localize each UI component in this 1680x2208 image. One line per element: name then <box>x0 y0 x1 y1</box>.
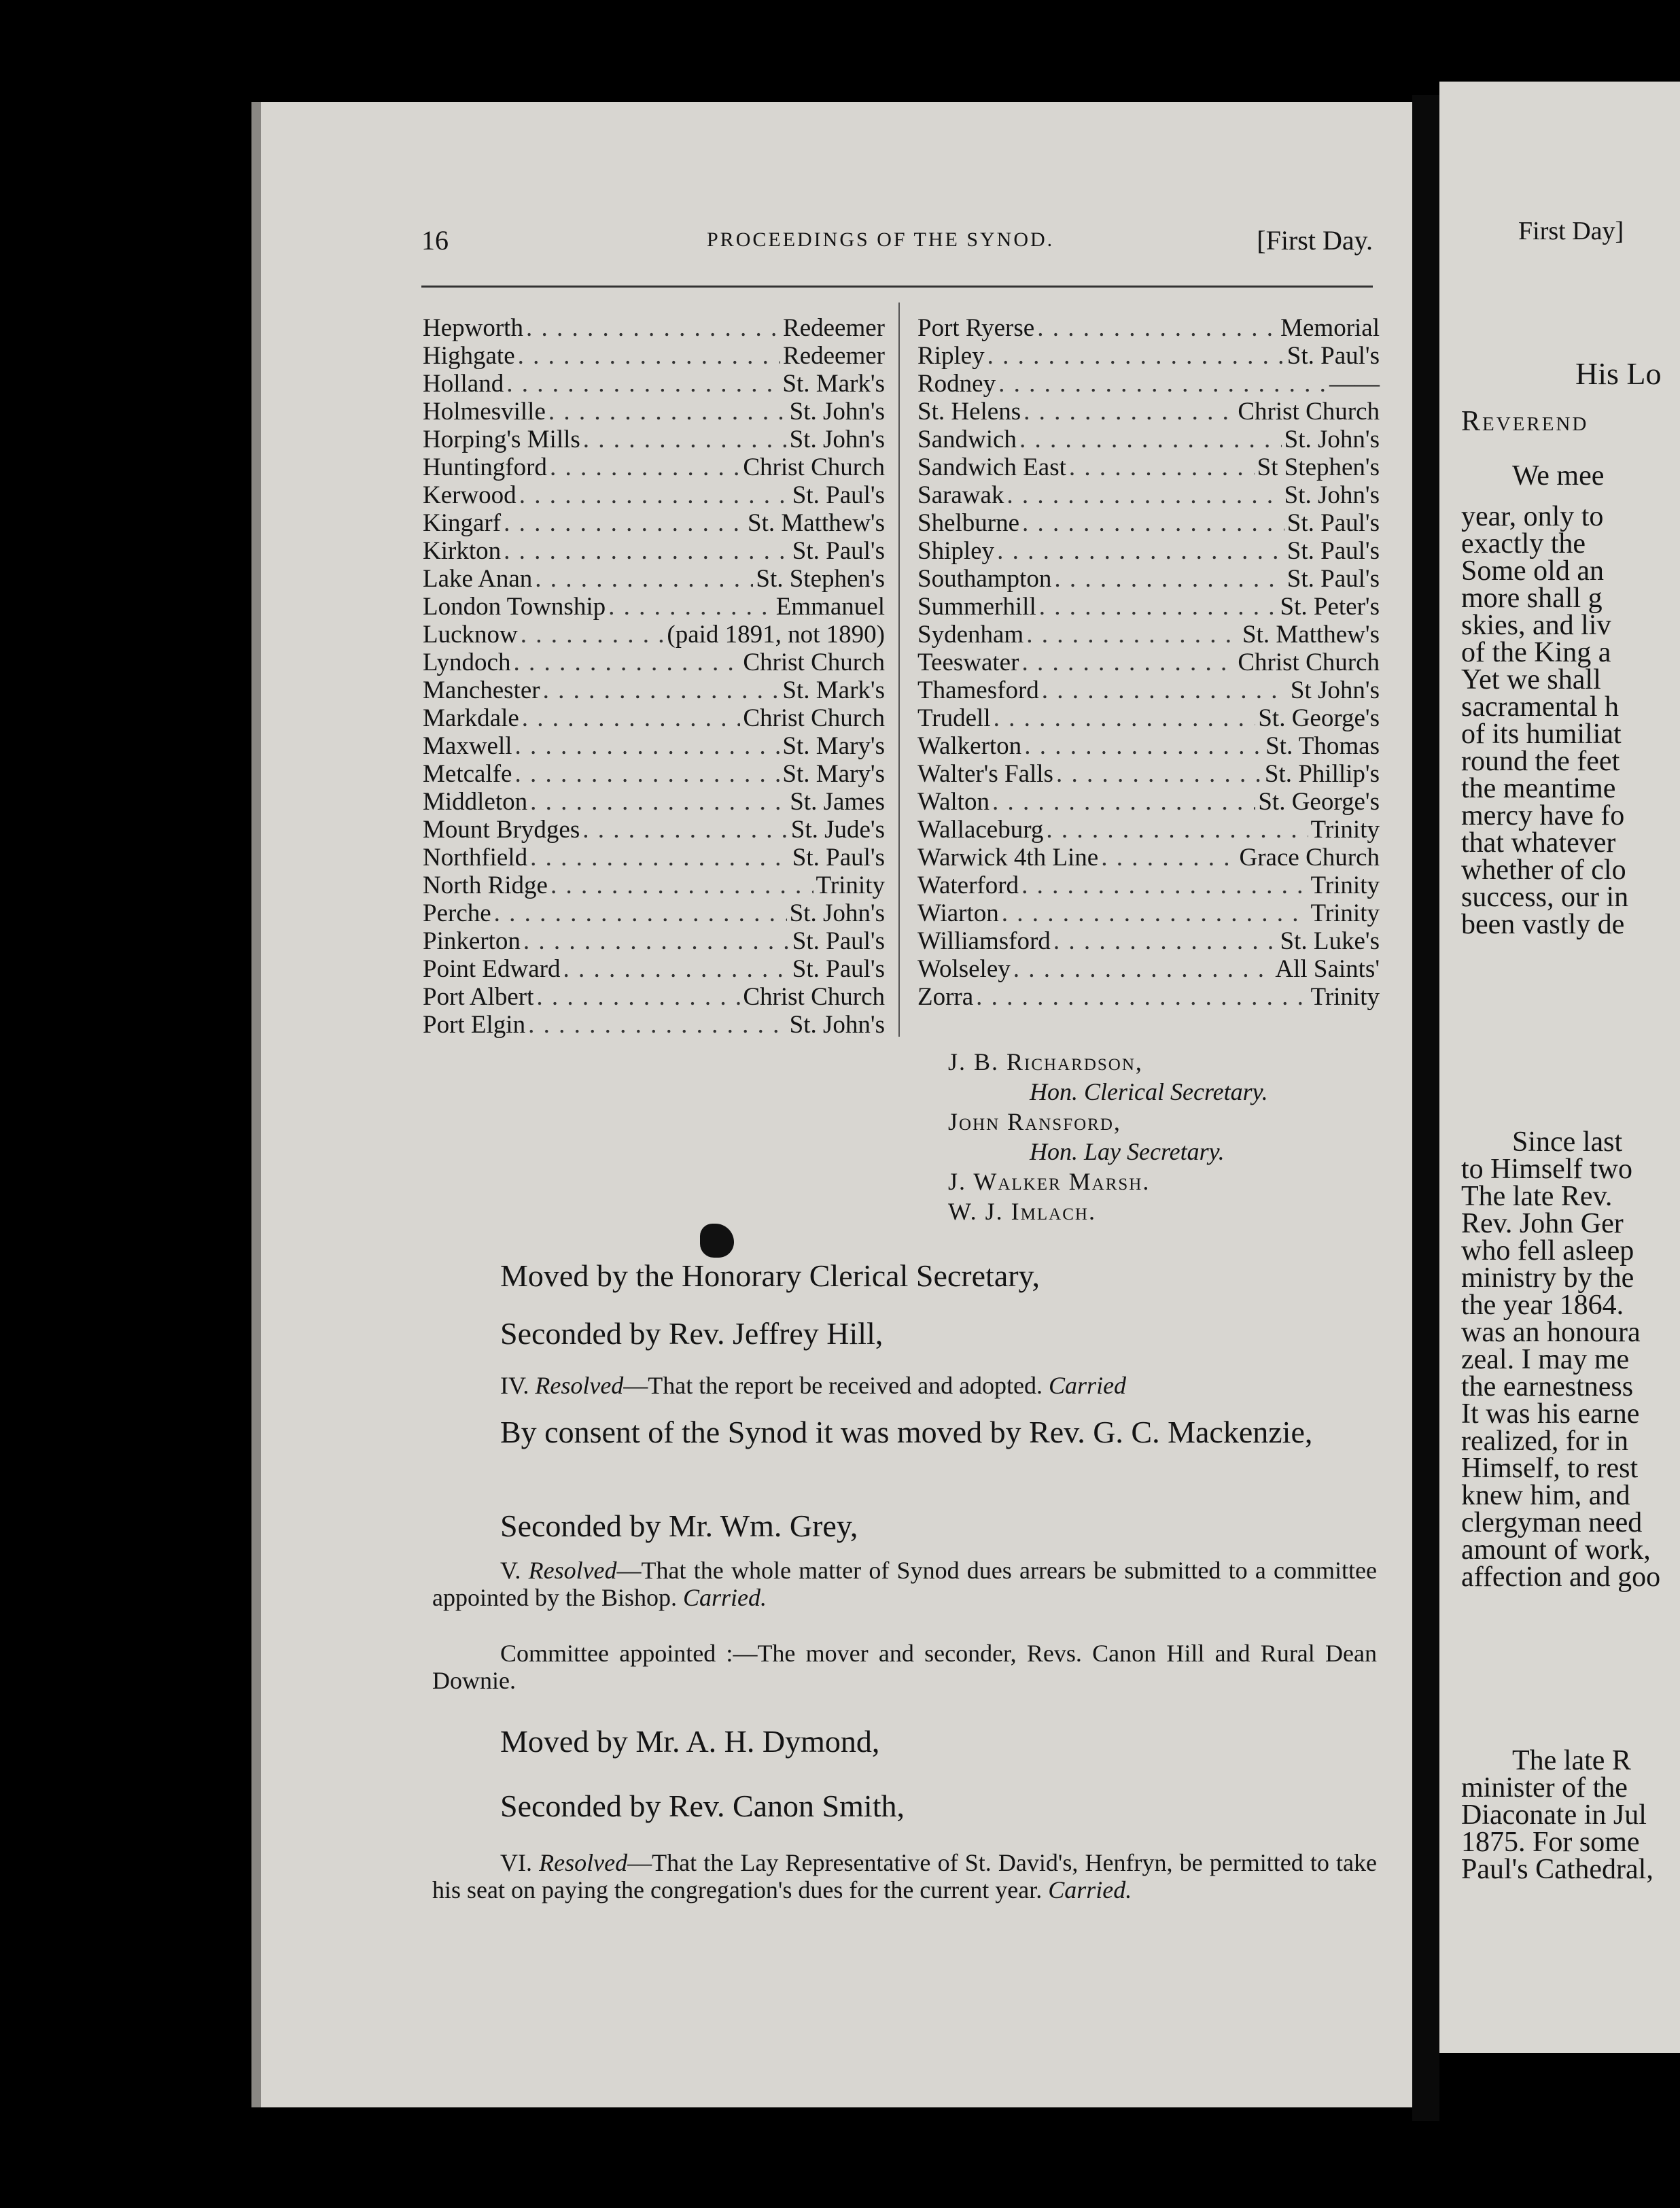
church-name: St. Paul's <box>792 927 885 955</box>
parish-row <box>423 760 885 788</box>
right-page-line: We mee <box>1512 460 1605 491</box>
resolution-iv <box>432 1372 1377 1399</box>
place-name: St. Helens <box>917 398 1021 426</box>
right-page-line: minister of the <box>1461 1772 1628 1804</box>
place-name: Rodney <box>917 370 996 398</box>
parish-row <box>423 426 885 453</box>
church-name: Christ Church <box>743 983 885 1011</box>
leader-dots <box>1024 732 1263 760</box>
parish-row <box>917 481 1380 509</box>
church-name: (paid 1891, not 1890) <box>667 621 885 649</box>
right-page-line: His Lo <box>1575 356 1662 391</box>
header-rule <box>421 286 1373 288</box>
place-name: Point Edward <box>423 955 561 983</box>
parish-row <box>917 955 1380 983</box>
leader-dots <box>518 342 780 370</box>
church-name: Christ Church <box>743 453 885 481</box>
right-page-line: sacramental h <box>1461 691 1620 723</box>
place-name: Sydenham <box>917 621 1024 649</box>
parish-row <box>917 983 1380 1011</box>
leader-dots <box>1054 565 1284 593</box>
right-page-line: Himself, to rest <box>1461 1453 1639 1484</box>
parish-row <box>423 481 885 509</box>
church-name: Christ Church <box>743 704 885 732</box>
leader-dots <box>1021 649 1235 676</box>
right-page-line: to Himself two <box>1461 1154 1632 1185</box>
parish-row <box>917 370 1380 398</box>
resolution-label: Resolved <box>539 1849 628 1876</box>
place-name: Wallaceburg <box>917 816 1044 844</box>
church-name: Grace Church <box>1239 844 1380 872</box>
leader-dots <box>550 453 740 481</box>
church-name: St. Phillip's <box>1264 760 1380 788</box>
place-name: Northfield <box>423 844 528 872</box>
church-name: St. John's <box>789 1011 885 1039</box>
church-name: St. Stephen's <box>756 565 885 593</box>
committee-note: Committee appointed :—The mover and seconder, Revs. Canon Hill and Rural Dean Downie. <box>432 1640 1377 1694</box>
leader-dots <box>513 649 740 676</box>
parish-row <box>917 565 1380 593</box>
right-page-line: The late R <box>1512 1745 1631 1776</box>
parish-row <box>423 593 885 621</box>
signature-block <box>948 1047 1424 1226</box>
church-name: St. John's <box>789 899 885 927</box>
right-page-line: Diaconate in Jul <box>1461 1799 1647 1831</box>
resolution-label: Resolved <box>535 1372 624 1399</box>
place-name: Wiarton <box>917 899 999 927</box>
carried-label: Carried. <box>1048 1876 1132 1903</box>
leader-dots <box>526 314 780 342</box>
carried-label: Carried <box>1049 1372 1127 1399</box>
parish-row <box>917 816 1380 844</box>
church-name: Redeemer <box>783 314 885 342</box>
church-name: Trinity <box>1310 816 1380 844</box>
leader-dots <box>504 537 790 565</box>
leader-dots <box>522 704 741 732</box>
parish-list-right <box>917 314 1380 1011</box>
motion-seconded: Seconded by Mr. Wm. Grey, <box>500 1508 858 1543</box>
place-name: Zorra <box>917 983 974 1011</box>
place-name: Highgate <box>423 342 515 370</box>
motion-moved: Moved by Mr. A. H. Dymond, <box>500 1724 880 1759</box>
church-name: St. James <box>790 788 885 816</box>
right-page-line: 1875. For some <box>1461 1827 1640 1858</box>
resolution-text: —That the report be received and adopted. <box>623 1372 1043 1399</box>
parish-row <box>423 314 885 342</box>
leader-dots <box>582 816 788 844</box>
right-page-line: exactly the <box>1461 528 1586 559</box>
place-name: Holmesville <box>423 398 546 426</box>
leader-dots <box>1019 426 1282 453</box>
church-name: St. John's <box>1284 481 1380 509</box>
right-page-line: amount of work, <box>1461 1534 1651 1566</box>
right-page-line: affection and goo <box>1461 1562 1661 1593</box>
right-page-header: First Day] <box>1518 217 1624 245</box>
running-head <box>421 224 1373 265</box>
signature-name: John Ransford, <box>948 1108 1121 1135</box>
church-name: Trinity <box>1310 872 1380 899</box>
leader-dots <box>1069 453 1255 481</box>
leader-dots <box>997 537 1284 565</box>
leader-dots <box>1037 314 1278 342</box>
right-page-line: Reverend <box>1461 406 1589 437</box>
parish-row <box>423 1011 885 1039</box>
ink-blot <box>700 1224 734 1258</box>
place-name: Williamsford <box>917 927 1051 955</box>
leader-dots <box>1002 899 1308 927</box>
parish-row <box>423 927 885 955</box>
right-page-line: more shall g <box>1461 583 1603 614</box>
leader-dots <box>514 760 780 788</box>
parish-row <box>917 872 1380 899</box>
right-page-line: realized, for in <box>1461 1426 1629 1457</box>
church-name: St. Jude's <box>790 816 885 844</box>
parish-row <box>917 593 1380 621</box>
parish-row <box>423 649 885 676</box>
church-name: St. Luke's <box>1280 927 1380 955</box>
church-name: St. John's <box>789 398 885 426</box>
place-name: Sandwich East <box>917 453 1066 481</box>
leader-dots <box>1013 955 1273 983</box>
motion-moved: Moved by the Honorary Clerical Secretary, <box>500 1258 1040 1293</box>
leader-dots <box>1056 760 1262 788</box>
church-name: St. Mark's <box>782 676 885 704</box>
leader-dots <box>506 370 780 398</box>
leader-dots <box>583 426 787 453</box>
resolution-label: Resolved <box>528 1557 617 1584</box>
resolution-text: —That the whole matter of Synod dues arrears be submitted to a committee appointed by the Bishop. <box>432 1557 1377 1611</box>
parish-row <box>423 370 885 398</box>
church-name: St John's <box>1290 676 1380 704</box>
right-page-line: been vastly de <box>1461 909 1625 940</box>
parish-row <box>917 732 1380 760</box>
church-name: St. John's <box>1284 426 1380 453</box>
right-page-line: the meantime <box>1461 773 1616 804</box>
church-name: St. Paul's <box>792 537 885 565</box>
right-page-line: Paul's Cathedral, <box>1461 1854 1653 1885</box>
church-name: St. Matthew's <box>1242 621 1380 649</box>
parish-row <box>917 342 1380 370</box>
right-page-line: the year 1864. <box>1461 1290 1624 1321</box>
place-name: Perche <box>423 899 491 927</box>
leader-dots <box>504 509 745 537</box>
parish-row <box>917 426 1380 453</box>
leader-dots <box>515 732 780 760</box>
leader-dots <box>535 565 753 593</box>
parish-row <box>917 537 1380 565</box>
church-name: All Saints' <box>1275 955 1380 983</box>
leader-dots <box>608 593 773 621</box>
place-name: Lyndoch <box>423 649 511 676</box>
leader-dots <box>1026 621 1240 649</box>
place-name: Pinkerton <box>423 927 521 955</box>
right-page-line: round the feet <box>1461 746 1620 777</box>
parish-row <box>423 899 885 927</box>
place-name: Ripley <box>917 342 985 370</box>
right-page-line: that whatever <box>1461 827 1616 859</box>
leader-dots <box>521 621 665 649</box>
right-page-line: It was his earne <box>1461 1398 1640 1430</box>
parish-row <box>917 314 1380 342</box>
parish-row <box>423 816 885 844</box>
right-page-line: was an honoura <box>1461 1317 1641 1348</box>
church-name: Trinity <box>816 872 885 899</box>
place-name: Port Albert <box>423 983 534 1011</box>
parish-row <box>423 509 885 537</box>
leader-dots <box>992 788 1255 816</box>
leader-dots <box>1021 872 1308 899</box>
place-name: London Township <box>423 593 606 621</box>
parish-row <box>423 453 885 481</box>
parish-row <box>917 453 1380 481</box>
place-name: Metcalfe <box>423 760 512 788</box>
place-name: Lake Anan <box>423 565 533 593</box>
day-label: [First Day. <box>1257 225 1373 256</box>
place-name: Kerwood <box>423 481 517 509</box>
church-name: —— <box>1329 370 1380 398</box>
church-name: St. George's <box>1258 704 1380 732</box>
right-page-line: the earnestness <box>1461 1371 1634 1402</box>
place-name: Hepworth <box>423 314 523 342</box>
church-name: St. Paul's <box>1287 509 1380 537</box>
place-name: Southampton <box>917 565 1052 593</box>
parish-row <box>423 844 885 872</box>
place-name: Thamesford <box>917 676 1039 704</box>
right-page-line: ministry by the <box>1461 1262 1634 1294</box>
right-page-line: who fell asleep <box>1461 1235 1634 1266</box>
parish-row <box>917 844 1380 872</box>
leader-dots <box>530 788 787 816</box>
parish-row <box>917 649 1380 676</box>
leader-dots <box>528 1011 787 1039</box>
right-page-line: Since last <box>1512 1126 1623 1158</box>
church-name: Christ Church <box>743 649 885 676</box>
parish-row <box>423 676 885 704</box>
resolution-vi <box>432 1849 1377 1903</box>
motion-consent: By consent of the Synod it was moved by Rev. G. C. Mackenzie, <box>500 1415 1313 1449</box>
leader-dots <box>1023 398 1235 426</box>
signature-name: J. B. Richardson, <box>948 1048 1143 1075</box>
right-page-line: clergyman need <box>1461 1507 1643 1538</box>
right-page-line: whether of clo <box>1461 855 1626 886</box>
leader-dots <box>976 983 1308 1011</box>
church-name: St. Paul's <box>792 955 885 983</box>
resolution-number: V. <box>500 1557 521 1584</box>
place-name: Kingarf <box>423 509 502 537</box>
place-name: Huntingford <box>423 453 547 481</box>
church-name: St. Matthew's <box>748 509 885 537</box>
parish-row <box>423 732 885 760</box>
leader-dots <box>1042 676 1288 704</box>
church-name: St. Paul's <box>1287 342 1380 370</box>
right-page-line: The late Rev. <box>1461 1181 1613 1212</box>
leader-dots <box>987 342 1284 370</box>
church-name: Christ Church <box>1238 398 1380 426</box>
church-name: St. John's <box>789 426 885 453</box>
leader-dots <box>1053 927 1278 955</box>
leader-dots <box>994 704 1256 732</box>
place-name: Shipley <box>917 537 995 565</box>
signature-name: J. Walker Marsh. <box>948 1168 1151 1195</box>
resolution-v <box>432 1557 1377 1611</box>
parish-row <box>423 788 885 816</box>
place-name: Sandwich <box>917 426 1017 453</box>
church-name: St Stephen's <box>1257 453 1380 481</box>
parish-row <box>423 955 885 983</box>
carried-label: Carried. <box>682 1584 767 1611</box>
church-name: St. Mary's <box>782 760 885 788</box>
parish-row <box>423 565 885 593</box>
place-name: Holland <box>423 370 504 398</box>
signature-title: Hon. Clerical Secretary. <box>1030 1078 1268 1105</box>
place-name: Walter's Falls <box>917 760 1053 788</box>
leader-dots <box>1039 593 1278 621</box>
right-page-line: of the King a <box>1461 637 1611 668</box>
leader-dots <box>543 676 780 704</box>
parish-row <box>917 927 1380 955</box>
leader-dots <box>523 927 790 955</box>
church-name: St. Thomas <box>1265 732 1380 760</box>
leader-dots <box>494 899 787 927</box>
parish-row <box>917 509 1380 537</box>
church-name: St. Paul's <box>792 844 885 872</box>
church-name: Trinity <box>1310 983 1380 1011</box>
parish-row <box>423 342 885 370</box>
place-name: Walton <box>917 788 990 816</box>
church-name: Redeemer <box>783 342 885 370</box>
church-name: Trinity <box>1310 899 1380 927</box>
church-name: Emmanuel <box>775 593 885 621</box>
parish-row <box>423 398 885 426</box>
leader-dots <box>1022 509 1284 537</box>
right-page-line: year, only to <box>1461 501 1604 532</box>
church-name: Memorial <box>1280 314 1380 342</box>
leader-dots <box>1046 816 1308 844</box>
motion-seconded: Seconded by Rev. Jeffrey Hill, <box>500 1316 883 1351</box>
leader-dots <box>519 481 790 509</box>
right-page-line: knew him, and <box>1461 1480 1630 1511</box>
leader-dots <box>550 872 813 899</box>
right-page-line: of its humiliat <box>1461 719 1622 750</box>
place-name: North Ridge <box>423 872 548 899</box>
right-page-line: Yet we shall <box>1461 664 1601 695</box>
signature-name: W. J. Imlach. <box>948 1198 1096 1225</box>
motion-seconded: Seconded by Rev. Canon Smith, <box>500 1789 905 1823</box>
resolution-number: VI. <box>500 1849 532 1876</box>
place-name: Summerhill <box>917 593 1036 621</box>
place-name: Lucknow <box>423 621 518 649</box>
place-name: Markdale <box>423 704 519 732</box>
right-page-line: Rev. John Ger <box>1461 1208 1624 1239</box>
parish-row <box>917 676 1380 704</box>
parish-row <box>917 760 1380 788</box>
church-name: St. Paul's <box>1287 537 1380 565</box>
place-name: Port Ryerse <box>917 314 1035 342</box>
place-name: Port Elgin <box>423 1011 526 1039</box>
place-name: Walkerton <box>917 732 1022 760</box>
right-page-line: zeal. I may me <box>1461 1344 1630 1375</box>
leader-dots <box>998 370 1327 398</box>
place-name: Kirkton <box>423 537 502 565</box>
leader-dots <box>548 398 787 426</box>
parish-row <box>423 983 885 1011</box>
parish-row <box>917 899 1380 927</box>
place-name: Wolseley <box>917 955 1011 983</box>
leader-dots <box>530 844 790 872</box>
church-name: Christ Church <box>1238 649 1380 676</box>
parish-row <box>917 788 1380 816</box>
right-page-line: Some old an <box>1461 555 1604 587</box>
right-page-line: success, our in <box>1461 882 1629 913</box>
church-name: St. Peter's <box>1280 593 1380 621</box>
parish-row <box>917 621 1380 649</box>
church-name: St. Paul's <box>792 481 885 509</box>
church-name: St. Mary's <box>782 732 885 760</box>
place-name: Shelburne <box>917 509 1020 537</box>
column-divider <box>898 303 900 1037</box>
place-name: Manchester <box>423 676 540 704</box>
page-number: 16 <box>421 225 449 256</box>
right-page-line: mercy have fo <box>1461 800 1625 831</box>
parish-row <box>423 704 885 732</box>
place-name: Waterford <box>917 872 1019 899</box>
place-name: Trudell <box>917 704 991 732</box>
place-name: Middleton <box>423 788 528 816</box>
leader-dots <box>1007 481 1281 509</box>
place-name: Mount Brydges <box>423 816 580 844</box>
parish-row <box>917 398 1380 426</box>
parish-row <box>423 872 885 899</box>
place-name: Maxwell <box>423 732 512 760</box>
church-name: St. Mark's <box>782 370 885 398</box>
church-name: St. George's <box>1258 788 1380 816</box>
resolution-text: —That the Lay Representative of St. David's, Henfryn, be permitted to take his seat on paying the congregation's dues for the current year. <box>432 1849 1378 1903</box>
church-name: St. Paul's <box>1287 565 1380 593</box>
place-name: Sarawak <box>917 481 1004 509</box>
parish-list-left <box>423 314 885 1039</box>
leader-dots <box>563 955 789 983</box>
leader-dots <box>536 983 740 1011</box>
running-title: PROCEEDINGS OF THE SYNOD. <box>707 228 1055 251</box>
place-name: Warwick 4th Line <box>917 844 1099 872</box>
place-name: Teeswater <box>917 649 1019 676</box>
resolution-number: IV. <box>500 1372 529 1399</box>
parish-row <box>917 704 1380 732</box>
right-page-line: skies, and liv <box>1461 610 1611 641</box>
parish-row <box>423 537 885 565</box>
signature-title: Hon. Lay Secretary. <box>1030 1138 1225 1165</box>
parish-row <box>423 621 885 649</box>
leader-dots <box>1101 844 1236 872</box>
place-name: Horping's Mills <box>423 426 580 453</box>
